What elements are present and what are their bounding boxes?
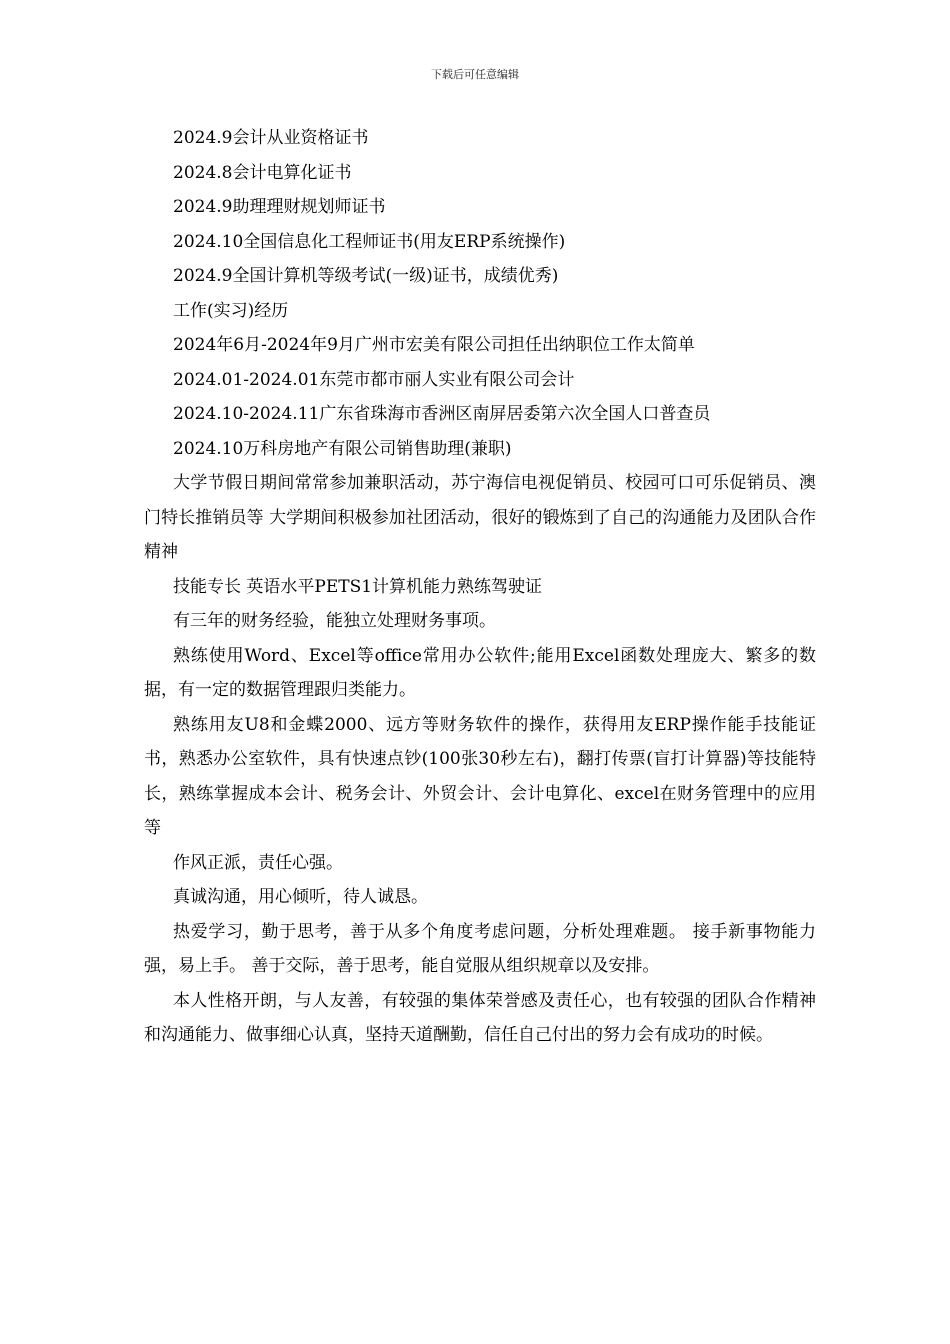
page-header-note: 下载后可任意编辑 [431, 68, 519, 81]
certificate-line: 2024.9会计从业资格证书 [173, 128, 369, 148]
work-experience-line: 2024.10万科房地产有限公司销售助理(兼职) [173, 438, 512, 459]
section-heading-work-experience: 工作(实习)经历 [173, 300, 289, 321]
document-body [144, 121, 816, 1053]
trait-paragraph: 本人性格开朗，与人友善，有较强的集体荣誉感及责任心，也有较强的团队合作精神和沟通能力、做事细心认真，坚持天道酬勤，信任自己付出的努力会有成功的时候。 [144, 990, 816, 1045]
skills-line: 技能专长 英语水平PETS1计算机能力熟练驾驶证 [173, 576, 543, 597]
trait-paragraph: 热爱学习，勤于思考，善于从多个角度考虑问题，分析处理难题。 接手新事物能力强，易上手。 善于交际，善于思考，能自觉服从组织规章以及安排。 [144, 921, 816, 976]
skill-paragraph: 熟练用友U8和金蝶2000、远方等财务软件的操作，获得用友ERP操作能手技能证书，熟悉办公室软件，具有快速点钞(100张30秒左右)，翻打传票(盲打计算器)等技能特长，熟练掌握成本会计、税务会计、外贸会计、会计电算化、excel在财务管理中的应用等 [144, 714, 816, 838]
work-experience-line: 2024年6月-2024年9月广州市宏美有限公司担任出纳职位工作太简单 [173, 335, 695, 355]
activities-paragraph: 大学节假日期间常常参加兼职活动，苏宁海信电视促销员、校园可口可乐促销员、澳门特长推销员等 大学期间积极参加社团活动，很好的锻炼到了自己的沟通能力及团队合作精神 [144, 473, 816, 562]
work-experience-line: 2024.10-2024.11广东省珠海市香洲区南屏居委第六次全国人口普查员 [173, 404, 711, 424]
skill-paragraph: 熟练使用Word、Excel等office常用办公软件;能用Excel函数处理庞大、繁多的数据，有一定的数据管理跟归类能力。 [144, 645, 816, 700]
certificate-line: 2024.8会计电算化证书 [173, 162, 352, 183]
trait-paragraph: 真诚沟通，用心倾听，待人诚恳。 [173, 887, 428, 907]
skill-paragraph: 有三年的财务经验，能独立处理财务事项。 [173, 611, 496, 631]
certificate-line: 2024.9助理理财规划师证书 [173, 197, 386, 217]
trait-paragraph: 作风正派，责任心强。 [173, 852, 343, 873]
certificate-line: 2024.9全国计算机等级考试(一级)证书，成绩优秀) [173, 266, 559, 286]
work-experience-line: 2024.01-2024.01东莞市都市丽人实业有限公司会计 [173, 369, 575, 390]
certificate-line: 2024.10全国信息化工程师证书(用友ERP系统操作) [173, 231, 566, 252]
